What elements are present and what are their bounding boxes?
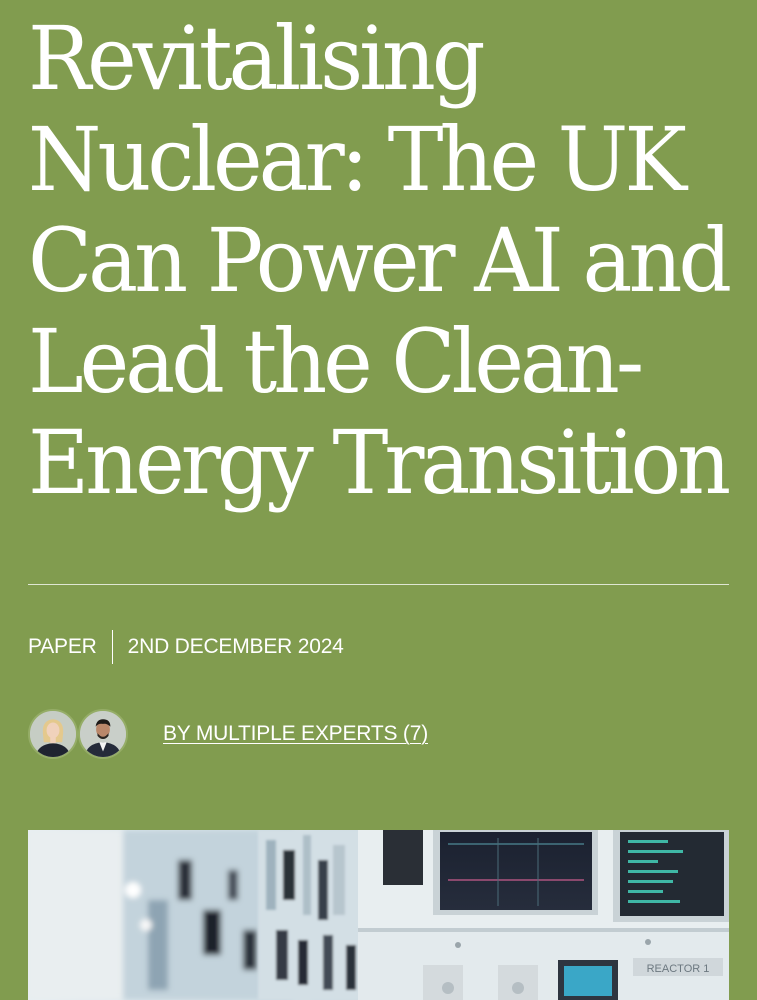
- title-line: Lead the Clean-: [28, 310, 641, 413]
- content-type-label: PAPER: [28, 635, 97, 658]
- meta-separator: [112, 630, 113, 664]
- panel-label: REACTOR 1: [646, 963, 710, 975]
- author-avatar[interactable]: [78, 709, 128, 759]
- person-icon: [30, 711, 76, 757]
- hero-image: [28, 830, 729, 1000]
- title-line: Can Power AI and: [28, 209, 729, 312]
- authors-row: [28, 707, 428, 761]
- title-line: Revitalising: [28, 7, 482, 110]
- authors-link[interactable]: BY MULTIPLE EXPERTS (7): [163, 722, 428, 745]
- article-meta: [28, 630, 344, 664]
- page-title: [28, 7, 729, 514]
- person-icon: [80, 711, 126, 757]
- publish-date: 2ND DECEMBER 2024: [127, 635, 344, 658]
- title-line: Energy Transition: [28, 411, 728, 514]
- author-avatar[interactable]: [28, 709, 78, 759]
- header-divider: [28, 584, 729, 585]
- control-room-image: [28, 830, 729, 1000]
- title-line: Nuclear: The UK: [28, 108, 683, 211]
